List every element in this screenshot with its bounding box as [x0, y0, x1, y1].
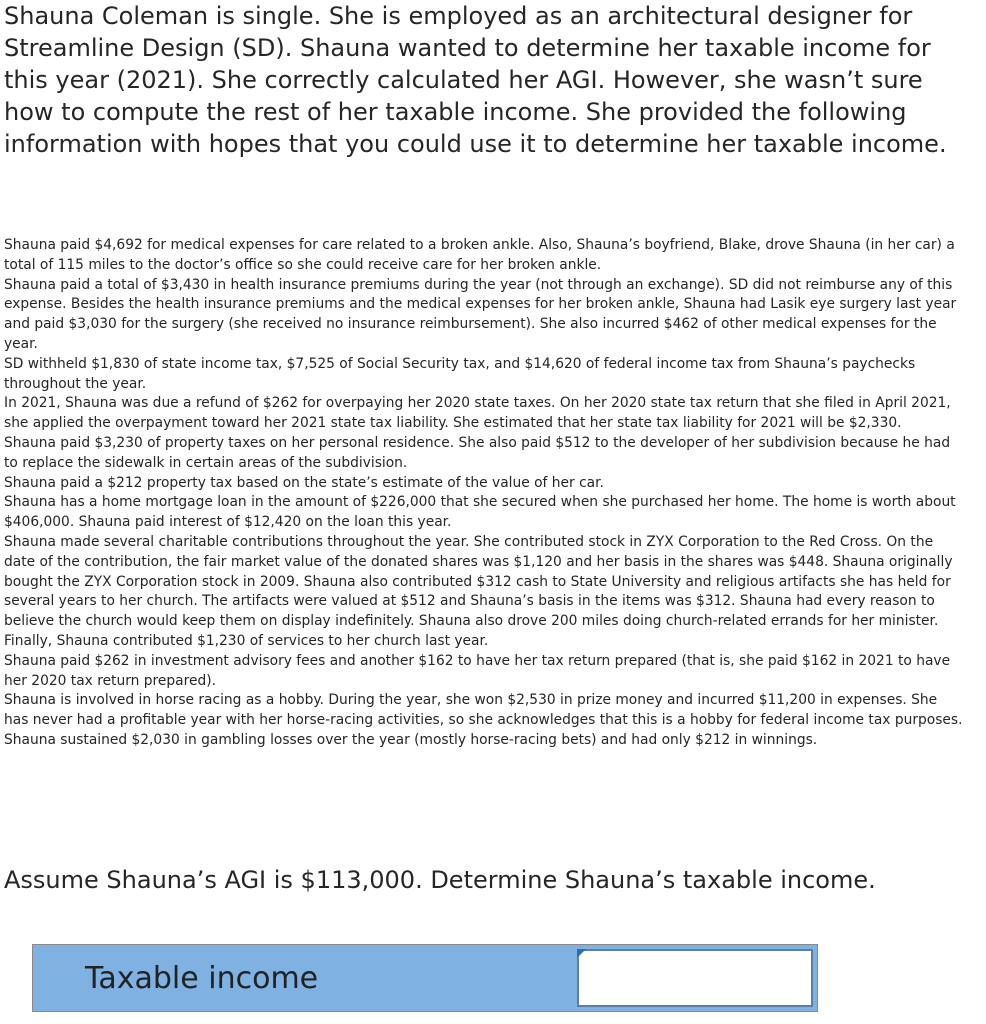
corner-flag-icon: [577, 949, 586, 958]
fact-car-property-tax: Shauna paid a $212 property tax based on the state’s estimate of the value of her car.: [4, 474, 604, 491]
fact-medical-expenses: Shauna paid $4,692 for medical expenses for care related to a broken ankle. Also, Shauna’s boyfriend, Blake, drove Shauna (in her car) a total of 115 miles to the doctor’s office so she could receive care for her broken ankle.: [4, 237, 955, 273]
fact-gambling: Shauna sustained $2,030 in gambling losses over the year (mostly horse-racing bets) and had only $212 in winnings.: [4, 731, 818, 748]
facts-list: [4, 236, 964, 751]
question-prompt: Assume Shauna’s AGI is $113,000. Determine Shauna’s taxable income.: [4, 866, 876, 894]
problem-intro: Shauna Coleman is single. She is employed as an architectural designer for Streamline Design (SD). Shauna wanted to determine her taxable income for this year (2021). She correctly calculated her AGI. However, she wasn’t sure how to compute the rest of her taxable income. She provided the following information with hopes that you could use it to determine her taxable income.: [4, 2, 947, 158]
fact-health-insurance: Shauna paid a total of $3,430 in health insurance premiums during the year (not through an exchange). SD did not reimburse any of this expense. Besides the health insurance premiums and the medical expenses for her broken ankle, Shauna had Lasik eye surgery last year and paid $3,030 for the surgery (she received no insurance reimbursement). She also incurred $462 of other medical expenses for the year.: [4, 276, 957, 352]
answer-row: [32, 944, 818, 1012]
taxable-income-input[interactable]: [577, 949, 813, 1007]
answer-cell: [577, 945, 817, 1011]
fact-state-refund: In 2021, Shauna was due a refund of $262 for overpaying her 2020 state taxes. On her 2020 state tax return that she filed in April 2021, she applied the overpayment toward her 2021 state tax liability. She estimated that her state tax liability for 2021 will be $2,330.: [4, 395, 951, 432]
fact-mortgage: Shauna has a home mortgage loan in the amount of $226,000 that she secured when she purchased her home. The home is worth about $406,000. Shauna paid interest of $12,420 on the loan this year.: [4, 494, 956, 531]
fact-withholding: SD withheld $1,830 of state income tax, $7,525 of Social Security tax, and $14,620 of federal income tax from Shauna’s paychecks throughout the year.: [4, 355, 916, 392]
fact-horse-racing-hobby: Shauna is involved in horse racing as a hobby. During the year, she won $2,530 in prize money and incurred $11,200 in expenses. She has never had a profitable year with her horse-racing activities, so she acknowledges that this is a hobby for federal income tax purposes.: [4, 692, 963, 729]
fact-charitable-contributions: Shauna made several charitable contributions throughout the year. She contributed stock in ZYX Corporation to the Red Cross. On the date of the contribution, the fair market value of the donated shares was $1,120 and her basis in the shares was $448. Shauna originally bought the ZYX Corporation stock in 2009. Shauna also contributed $312 cash to State University and religious artifacts she has held for several years to her church. The artifacts were valued at $512 and Shauna’s basis in the items was $312. Shauna had every reason to believe the church would keep them on display indefinitely. Shauna also drove 200 miles doing church-related errands for her minister. Finally, Shauna contributed $1,230 of services to her church last year.: [4, 533, 953, 649]
fact-property-taxes: Shauna paid $3,230 of property taxes on her personal residence. She also paid $512 to the developer of her subdivision because he had to replace the sidewalk in certain areas of the subdivision.: [4, 434, 951, 471]
taxable-income-label: Taxable income: [33, 945, 577, 1011]
fact-advisory-fees: Shauna paid $262 in investment advisory fees and another $162 to have her tax return prepared (that is, she paid $162 in 2021 to have her 2020 tax return prepared).: [4, 652, 951, 689]
